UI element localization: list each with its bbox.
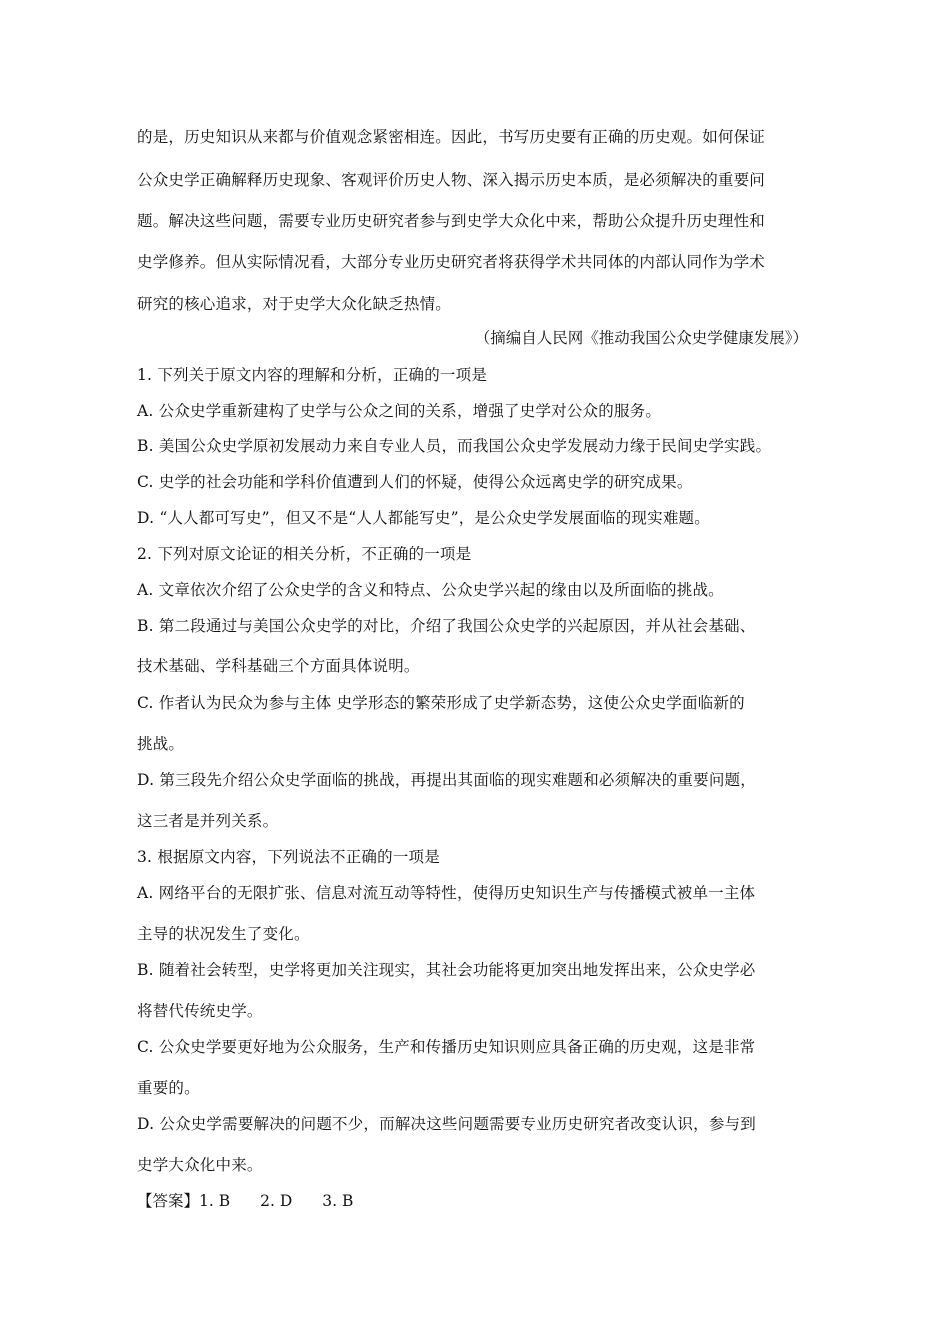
- question-option-continuation: 主导的状况发生了变化。: [137, 925, 310, 943]
- answer-label: 【答案】: [137, 1192, 200, 1210]
- question-option: B. 第二段通过与美国公众史学的对比，介绍了我国公众史学的兴起原因，并从社会基础、: [137, 617, 756, 635]
- passage-line: 题。解决这些问题，需要专业历史研究者参与到史学大众化中来，帮助公众提升历史理性和: [137, 212, 766, 230]
- question-option: B. 随着社会转型，史学将更加关注现实，其社会功能将更加突出地发挥出来，公众史学必: [137, 961, 756, 979]
- question-option: A. 公众史学重新建构了史学与公众之间的关系，增强了史学对公众的服务。: [137, 402, 662, 420]
- question-option-continuation: 重要的。: [137, 1079, 200, 1097]
- question-option: D. “人人都可写史”，但又不是“人人都能写史”，是公众史学发展面临的现实难题。: [137, 509, 710, 527]
- question-option: C. 公众史学要更好地为公众服务，生产和传播历史知识则应具备正确的历史观，这是非常: [137, 1038, 756, 1056]
- question-option-continuation: 技术基础、学科基础三个方面具体说明。: [137, 657, 420, 675]
- answer-item: 1. B: [199, 1192, 231, 1210]
- passage-source: （摘编自人民网《推动我国公众史学健康发展》）: [474, 329, 808, 347]
- question-option: D. 公众史学需要解决的问题不少，而解决这些问题需要专业历史研究者改变认识，参与到: [137, 1115, 756, 1133]
- question-option-continuation: 将替代传统史学。: [137, 1002, 263, 1020]
- question-option: C. 作者认为民众为参与主体 史学形态的繁荣形成了史学新态势，这使公众史学面临新的: [137, 694, 745, 712]
- question-stem: 1. 下列关于原文内容的理解和分析，正确的一项是: [137, 366, 488, 384]
- passage-line: 的是，历史知识从来都与价值观念紧密相连。因此，书写历史要有正确的历史观。如何保证: [137, 128, 766, 146]
- passage-line: 公众史学正确解释历史现象、客观评价历史人物、深入揭示历史本质，是必须解决的重要问: [137, 171, 766, 189]
- passage-line: 研究的核心追求，对于史学大众化缺乏热情。: [137, 295, 452, 313]
- question-option: A. 文章依次介绍了公众史学的含义和特点、公众史学兴起的缘由以及所面临的挑战。: [137, 581, 724, 599]
- question-option: B. 美国公众史学原初发展动力来自专业人员，而我国公众史学发展动力缘于民间史学实践。: [137, 437, 772, 455]
- question-option: D. 第三段先介绍公众史学面临的挑战，再提出其面临的现实难题和必须解决的重要问题，: [137, 771, 756, 789]
- answer-item: 3. B: [322, 1192, 354, 1210]
- answer-item: 2. D: [260, 1192, 293, 1210]
- question-option-continuation: 挑战。: [137, 735, 185, 753]
- question-option: C. 史学的社会功能和学科价值遭到人们的怀疑，使得公众远离史学的研究成果。: [137, 473, 693, 491]
- passage-line: 史学修养。但从实际情况看，大部分专业历史研究者将获得学术共同体的内部认同作为学术: [137, 253, 766, 271]
- question-stem: 2. 下列对原文论证的相关分析，不正确的一项是: [137, 545, 472, 563]
- question-option-continuation: 这三者是并列关系。: [137, 812, 279, 830]
- question-option: A. 网络平台的无限扩张、信息对流互动等特性，使得历史知识生产与传播模式被单一主体: [137, 884, 756, 902]
- answer-key: [137, 1191, 353, 1211]
- question-stem: 3. 根据原文内容，下列说法不正确的一项是: [137, 848, 440, 866]
- question-option-continuation: 史学大众化中来。: [137, 1156, 263, 1174]
